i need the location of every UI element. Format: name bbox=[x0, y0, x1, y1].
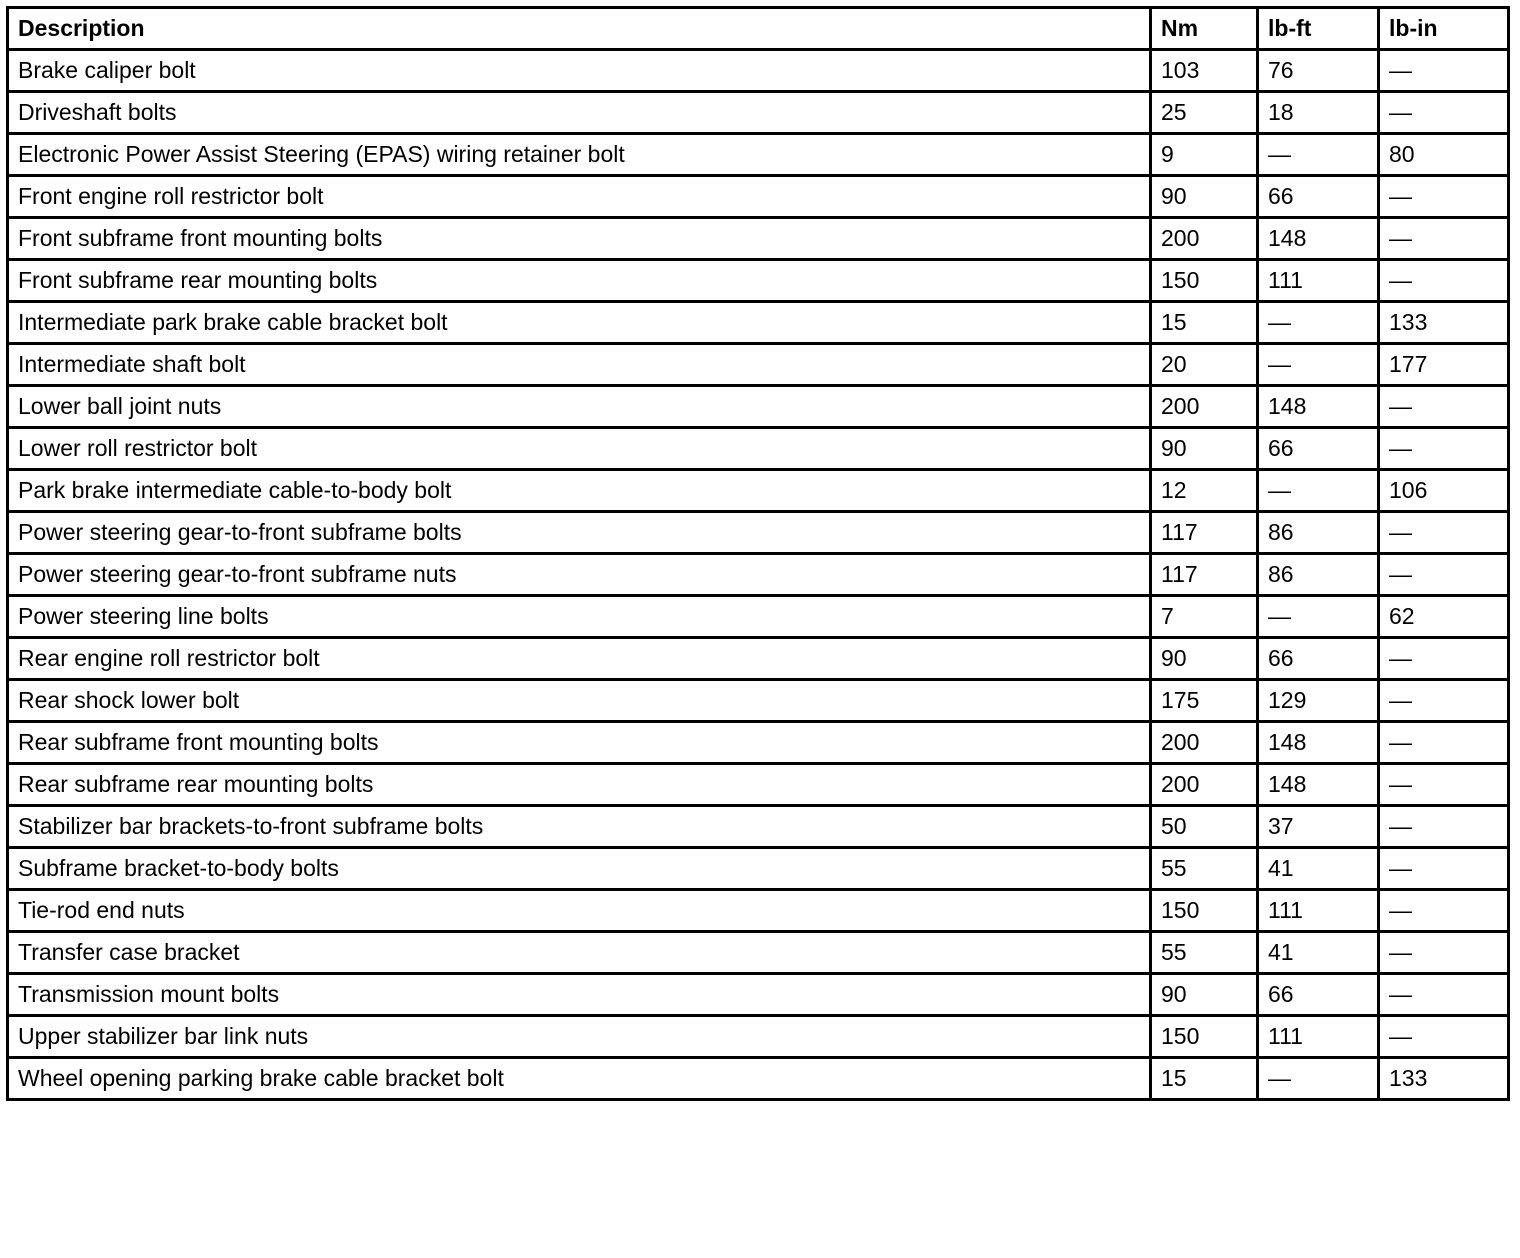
table-row bbox=[8, 806, 1509, 848]
cell-lb-in: — bbox=[1379, 554, 1509, 596]
cell-description: Tie-rod end nuts bbox=[8, 890, 1151, 932]
cell-nm: 200 bbox=[1151, 764, 1258, 806]
cell-nm: 117 bbox=[1151, 554, 1258, 596]
table-row bbox=[8, 260, 1509, 302]
cell-description: Intermediate shaft bolt bbox=[8, 344, 1151, 386]
cell-lb-ft: 18 bbox=[1258, 92, 1379, 134]
table-row bbox=[8, 302, 1509, 344]
cell-lb-in: — bbox=[1379, 932, 1509, 974]
cell-lb-in: — bbox=[1379, 386, 1509, 428]
table-row bbox=[8, 428, 1509, 470]
cell-nm: 200 bbox=[1151, 218, 1258, 260]
table-row bbox=[8, 512, 1509, 554]
table-row bbox=[8, 92, 1509, 134]
cell-lb-in: — bbox=[1379, 848, 1509, 890]
cell-lb-in: 133 bbox=[1379, 302, 1509, 344]
header-description: Description bbox=[8, 8, 1151, 50]
cell-description: Upper stabilizer bar link nuts bbox=[8, 1016, 1151, 1058]
table-row bbox=[8, 218, 1509, 260]
cell-lb-in: — bbox=[1379, 218, 1509, 260]
cell-nm: 200 bbox=[1151, 722, 1258, 764]
cell-nm: 55 bbox=[1151, 932, 1258, 974]
torque-spec-table bbox=[6, 6, 1510, 1101]
table-row bbox=[8, 134, 1509, 176]
table-row bbox=[8, 470, 1509, 512]
cell-lb-in: 106 bbox=[1379, 470, 1509, 512]
header-nm: Nm bbox=[1151, 8, 1258, 50]
cell-nm: 150 bbox=[1151, 1016, 1258, 1058]
cell-description: Front engine roll restrictor bolt bbox=[8, 176, 1151, 218]
cell-nm: 200 bbox=[1151, 386, 1258, 428]
cell-lb-ft: 37 bbox=[1258, 806, 1379, 848]
cell-description: Stabilizer bar brackets-to-front subframe bolts bbox=[8, 806, 1151, 848]
table-body bbox=[8, 50, 1509, 1100]
cell-nm: 15 bbox=[1151, 1058, 1258, 1100]
cell-description: Power steering line bolts bbox=[8, 596, 1151, 638]
cell-lb-in: — bbox=[1379, 638, 1509, 680]
cell-lb-in: — bbox=[1379, 92, 1509, 134]
table-row bbox=[8, 554, 1509, 596]
cell-description: Rear engine roll restrictor bolt bbox=[8, 638, 1151, 680]
cell-description: Wheel opening parking brake cable bracket bolt bbox=[8, 1058, 1151, 1100]
cell-lb-ft: 148 bbox=[1258, 218, 1379, 260]
cell-nm: 103 bbox=[1151, 50, 1258, 92]
cell-description: Power steering gear-to-front subframe nuts bbox=[8, 554, 1151, 596]
cell-lb-ft: 66 bbox=[1258, 176, 1379, 218]
cell-nm: 90 bbox=[1151, 638, 1258, 680]
cell-nm: 90 bbox=[1151, 974, 1258, 1016]
cell-description: Rear subframe front mounting bolts bbox=[8, 722, 1151, 764]
cell-lb-ft: 66 bbox=[1258, 428, 1379, 470]
cell-lb-ft: 66 bbox=[1258, 638, 1379, 680]
cell-description: Front subframe rear mounting bolts bbox=[8, 260, 1151, 302]
cell-description: Rear subframe rear mounting bolts bbox=[8, 764, 1151, 806]
table-row bbox=[8, 638, 1509, 680]
cell-description: Park brake intermediate cable-to-body bolt bbox=[8, 470, 1151, 512]
cell-nm: 9 bbox=[1151, 134, 1258, 176]
header-row bbox=[8, 8, 1509, 50]
table-row bbox=[8, 722, 1509, 764]
table-row bbox=[8, 890, 1509, 932]
table-row bbox=[8, 176, 1509, 218]
cell-nm: 175 bbox=[1151, 680, 1258, 722]
cell-lb-ft: — bbox=[1258, 596, 1379, 638]
cell-lb-in: — bbox=[1379, 176, 1509, 218]
cell-nm: 117 bbox=[1151, 512, 1258, 554]
cell-nm: 20 bbox=[1151, 344, 1258, 386]
cell-nm: 12 bbox=[1151, 470, 1258, 512]
cell-description: Front subframe front mounting bolts bbox=[8, 218, 1151, 260]
header-lb-in: lb-in bbox=[1379, 8, 1509, 50]
cell-lb-ft: — bbox=[1258, 344, 1379, 386]
cell-nm: 150 bbox=[1151, 260, 1258, 302]
cell-description: Brake caliper bolt bbox=[8, 50, 1151, 92]
cell-description: Electronic Power Assist Steering (EPAS) wiring retainer bolt bbox=[8, 134, 1151, 176]
cell-lb-ft: — bbox=[1258, 302, 1379, 344]
cell-description: Lower roll restrictor bolt bbox=[8, 428, 1151, 470]
cell-description: Driveshaft bolts bbox=[8, 92, 1151, 134]
cell-lb-ft: 41 bbox=[1258, 932, 1379, 974]
cell-nm: 25 bbox=[1151, 92, 1258, 134]
table-row bbox=[8, 1016, 1509, 1058]
cell-lb-in: 177 bbox=[1379, 344, 1509, 386]
cell-nm: 7 bbox=[1151, 596, 1258, 638]
cell-lb-in: 133 bbox=[1379, 1058, 1509, 1100]
table-row bbox=[8, 680, 1509, 722]
cell-description: Transfer case bracket bbox=[8, 932, 1151, 974]
cell-lb-in: — bbox=[1379, 722, 1509, 764]
cell-lb-ft: 111 bbox=[1258, 1016, 1379, 1058]
cell-lb-ft: 148 bbox=[1258, 386, 1379, 428]
cell-lb-ft: 41 bbox=[1258, 848, 1379, 890]
cell-lb-in: — bbox=[1379, 890, 1509, 932]
cell-lb-ft: 148 bbox=[1258, 722, 1379, 764]
cell-lb-ft: 76 bbox=[1258, 50, 1379, 92]
table-row bbox=[8, 848, 1509, 890]
cell-nm: 90 bbox=[1151, 428, 1258, 470]
cell-nm: 50 bbox=[1151, 806, 1258, 848]
cell-nm: 55 bbox=[1151, 848, 1258, 890]
header-lb-ft: lb-ft bbox=[1258, 8, 1379, 50]
table-row bbox=[8, 596, 1509, 638]
cell-lb-in: — bbox=[1379, 974, 1509, 1016]
cell-lb-in: 62 bbox=[1379, 596, 1509, 638]
cell-lb-in: — bbox=[1379, 680, 1509, 722]
table-row bbox=[8, 50, 1509, 92]
cell-nm: 90 bbox=[1151, 176, 1258, 218]
cell-lb-in: — bbox=[1379, 260, 1509, 302]
cell-description: Transmission mount bolts bbox=[8, 974, 1151, 1016]
cell-nm: 15 bbox=[1151, 302, 1258, 344]
table-header bbox=[8, 8, 1509, 50]
cell-nm: 150 bbox=[1151, 890, 1258, 932]
cell-lb-ft: 148 bbox=[1258, 764, 1379, 806]
cell-lb-ft: — bbox=[1258, 1058, 1379, 1100]
cell-lb-in: — bbox=[1379, 428, 1509, 470]
cell-description: Subframe bracket-to-body bolts bbox=[8, 848, 1151, 890]
cell-lb-in: — bbox=[1379, 1016, 1509, 1058]
table-row bbox=[8, 932, 1509, 974]
cell-lb-ft: 129 bbox=[1258, 680, 1379, 722]
cell-lb-in: 80 bbox=[1379, 134, 1509, 176]
cell-lb-ft: 86 bbox=[1258, 512, 1379, 554]
cell-lb-ft: — bbox=[1258, 470, 1379, 512]
cell-description: Rear shock lower bolt bbox=[8, 680, 1151, 722]
table-row bbox=[8, 344, 1509, 386]
cell-lb-in: — bbox=[1379, 50, 1509, 92]
table-row bbox=[8, 1058, 1509, 1100]
cell-lb-ft: 111 bbox=[1258, 260, 1379, 302]
cell-lb-ft: 111 bbox=[1258, 890, 1379, 932]
cell-lb-ft: 86 bbox=[1258, 554, 1379, 596]
cell-description: Lower ball joint nuts bbox=[8, 386, 1151, 428]
cell-lb-in: — bbox=[1379, 806, 1509, 848]
table-row bbox=[8, 974, 1509, 1016]
cell-lb-in: — bbox=[1379, 764, 1509, 806]
table-row bbox=[8, 764, 1509, 806]
cell-description: Intermediate park brake cable bracket bolt bbox=[8, 302, 1151, 344]
cell-lb-in: — bbox=[1379, 512, 1509, 554]
cell-lb-ft: 66 bbox=[1258, 974, 1379, 1016]
cell-description: Power steering gear-to-front subframe bolts bbox=[8, 512, 1151, 554]
table-row bbox=[8, 386, 1509, 428]
cell-lb-ft: — bbox=[1258, 134, 1379, 176]
